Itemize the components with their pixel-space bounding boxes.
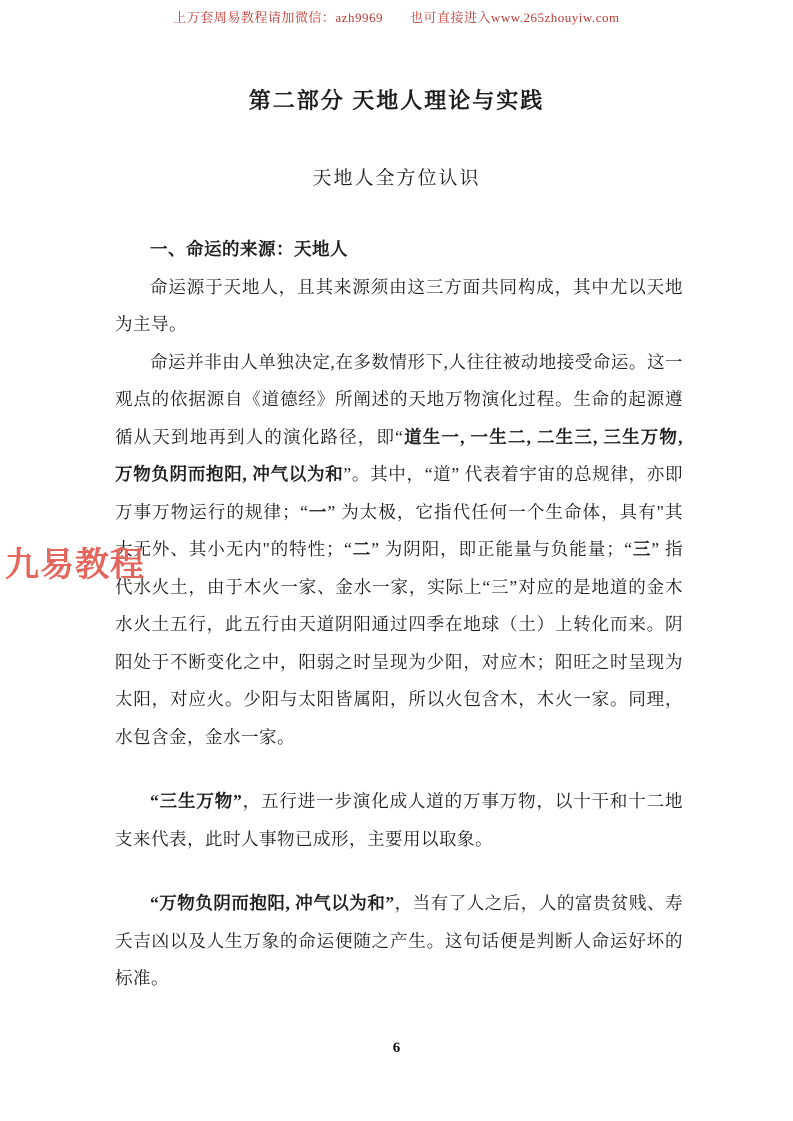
text-segment: 二 bbox=[352, 539, 372, 559]
text-segment: ，五行进一步演化成人道的万事万物，以十干和十二地支来代表，此时人事物已成形，主要用以取象。 bbox=[115, 791, 684, 849]
page-subtitle: 天地人全方位认识 bbox=[312, 168, 481, 189]
text-segment: ”。其中，“道” 代表着宇宙的总规律，亦即万事万物运行的规律；“ bbox=[115, 464, 683, 522]
text-segment: ，当有了人之后，人的富贵贫贱、寿夭吉凶以及人生万象的命运便随之产生。这句话便是判断人命运好坏的标准。 bbox=[115, 893, 684, 988]
body-paragraph bbox=[115, 885, 683, 998]
watermark-text: 九易教程 bbox=[5, 546, 145, 584]
text-segment: 命运并非由人单独决定,在多数情形下,人往往被动地接受命运。这一观点的依据源自《道德经》所阐述的天地万物演化过程。生命的起源遵循从天到地再到人的演化路径，即“ bbox=[115, 351, 683, 447]
text-segment: “三生万物” bbox=[150, 791, 243, 811]
text-segment: ” 指代水火土，由于木火一家、金水一家，实际上“三”对应的是地道的金木水火土五行，此五行由天道阴阳通过四季在地球（土）上转化而来。阴阳处于不断变化之中，阳弱之时呈现为少阳，对应木；阳旺之时呈现为太阳，对应火。少阳与太阳皆属阳，所以火包含木，木火一家。同理，水包含金，金水一家。 bbox=[115, 539, 683, 747]
page-title: 第二部分 天地人理论与实践 bbox=[248, 88, 545, 113]
text-segment: ” 为阴阳，即正能量与负能量；“ bbox=[371, 539, 633, 559]
text-segment: 道生一, 一生二, 二生三, 三生万物, 万物负阴而抱阳, 冲气以为和 bbox=[115, 426, 683, 484]
body-paragraph bbox=[115, 783, 683, 858]
text-segment: 三 bbox=[632, 539, 652, 559]
body-paragraph bbox=[115, 344, 683, 757]
text-segment: 一 bbox=[308, 501, 328, 522]
section-heading: 一、命运的来源：天地人 bbox=[150, 239, 348, 259]
text-segment: “万物负阴而抱阳, 冲气以为和” bbox=[150, 893, 395, 913]
body-paragraph bbox=[115, 269, 683, 344]
page-number: 6 bbox=[392, 1040, 401, 1056]
text-segment: 命运源于天地人，且其来源须由这三方面共同构成，其中尤以天地为主导。 bbox=[115, 276, 683, 334]
body-content bbox=[115, 231, 683, 998]
text-segment: ” 为太极，它指代任何一个生命体，具有"其大无外、其小无内"的特性；“ bbox=[115, 501, 683, 559]
header-promo-notice: 上万套周易教程请加微信：azh9969 也可直接进入www.265zhouyiw.com bbox=[173, 10, 620, 25]
